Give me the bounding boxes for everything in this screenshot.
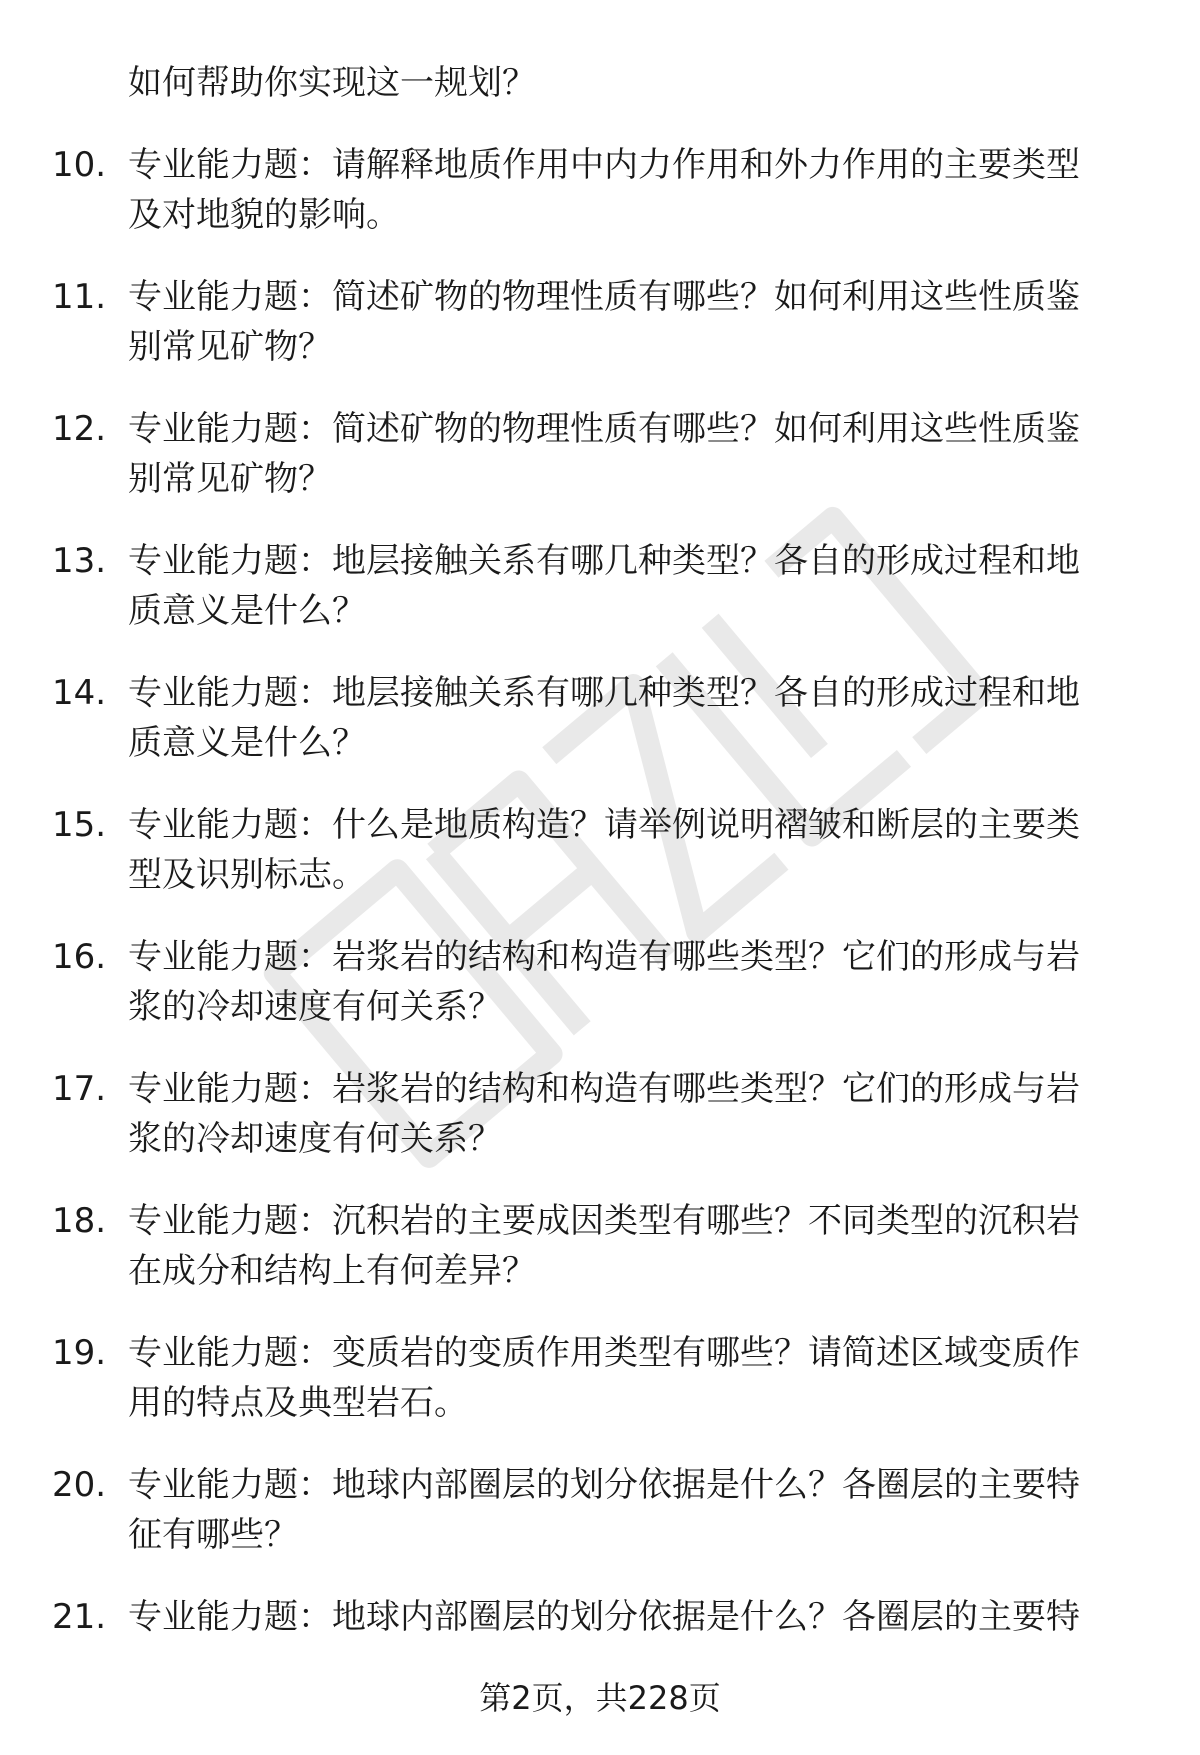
- question-number: 19.: [52, 1333, 107, 1373]
- question-item: [0, 272, 1200, 404]
- continuation-text: 如何帮助你实现这一规划？: [128, 63, 536, 103]
- question-item: [0, 1460, 1200, 1592]
- question-text: [128, 140, 1138, 240]
- question-number: 21.: [52, 1597, 107, 1637]
- question-number: 16.: [52, 937, 107, 977]
- question-item: [0, 140, 1200, 272]
- question-number: 14.: [52, 673, 107, 713]
- question-text-line: 浆的冷却速度有何关系？: [128, 1119, 502, 1159]
- question-text-line: 征有哪些？: [128, 1515, 298, 1555]
- question-text: [128, 1196, 1138, 1296]
- question-text-line: 别常见矿物？: [128, 327, 332, 367]
- question-number: 13.: [52, 541, 107, 581]
- question-item: [0, 536, 1200, 668]
- question-text: [128, 668, 1138, 768]
- question-text-line: 专业能力题：请解释地质作用中内力作用和外力作用的主要类型: [128, 145, 1080, 185]
- question-text-line: 及对地貌的影响。: [128, 195, 400, 235]
- question-number: 18.: [52, 1201, 107, 1241]
- page-number: 第2页，共228页: [479, 1679, 721, 1717]
- question-text: [128, 1328, 1138, 1428]
- question-text-line: 专业能力题：变质岩的变质作用类型有哪些？请简述区域变质作: [128, 1333, 1080, 1373]
- question-text-line: 用的特点及典型岩石。: [128, 1383, 468, 1423]
- question-text-line: 专业能力题：地层接触关系有哪几种类型？各自的形成过程和地: [128, 541, 1080, 581]
- question-text-line: 型及识别标志。: [128, 855, 366, 895]
- question-item: [0, 1196, 1200, 1328]
- question-text-line: 专业能力题：地球内部圈层的划分依据是什么？各圈层的主要特: [128, 1597, 1080, 1637]
- question-text-line: 别常见矿物？: [128, 459, 332, 499]
- question-list: [0, 140, 1200, 1724]
- question-text-line: 专业能力题：地层接触关系有哪几种类型？各自的形成过程和地: [128, 673, 1080, 713]
- question-item: [0, 404, 1200, 536]
- question-text-line: 专业能力题：沉积岩的主要成因类型有哪些？不同类型的沉积岩: [128, 1201, 1080, 1241]
- question-text: [128, 1064, 1138, 1164]
- question-item: [0, 800, 1200, 932]
- question-text: [128, 800, 1138, 900]
- question-text: [128, 272, 1138, 372]
- question-text: [128, 1592, 1138, 1642]
- question-text-line: 专业能力题：地球内部圈层的划分依据是什么？各圈层的主要特: [128, 1465, 1080, 1505]
- question-number: 12.: [52, 409, 107, 449]
- question-text: [128, 1460, 1138, 1560]
- question-text-line: 专业能力题：什么是地质构造？请举例说明褶皱和断层的主要类: [128, 805, 1080, 845]
- question-number: 15.: [52, 805, 107, 845]
- question-number: 11.: [52, 277, 107, 317]
- question-item: [0, 1328, 1200, 1460]
- question-text: [128, 932, 1138, 1032]
- question-text-line: 在成分和结构上有何差异？: [128, 1251, 536, 1291]
- question-text: [128, 404, 1138, 504]
- question-item: [0, 932, 1200, 1064]
- question-text-line: 专业能力题：简述矿物的物理性质有哪些？如何利用这些性质鉴: [128, 277, 1080, 317]
- question-item: [0, 1064, 1200, 1196]
- question-text: [128, 536, 1138, 636]
- question-number: 10.: [52, 145, 107, 185]
- question-item: [0, 668, 1200, 800]
- question-text-line: 专业能力题：岩浆岩的结构和构造有哪些类型？它们的形成与岩: [128, 937, 1080, 977]
- question-text-line: 浆的冷却速度有何关系？: [128, 987, 502, 1027]
- question-text-line: 专业能力题：岩浆岩的结构和构造有哪些类型？它们的形成与岩: [128, 1069, 1080, 1109]
- question-number: 17.: [52, 1069, 107, 1109]
- question-number: 20.: [52, 1465, 107, 1505]
- question-text-line: 专业能力题：简述矿物的物理性质有哪些？如何利用这些性质鉴: [128, 409, 1080, 449]
- question-text-line: 质意义是什么？: [128, 591, 366, 631]
- question-text-line: 质意义是什么？: [128, 723, 366, 763]
